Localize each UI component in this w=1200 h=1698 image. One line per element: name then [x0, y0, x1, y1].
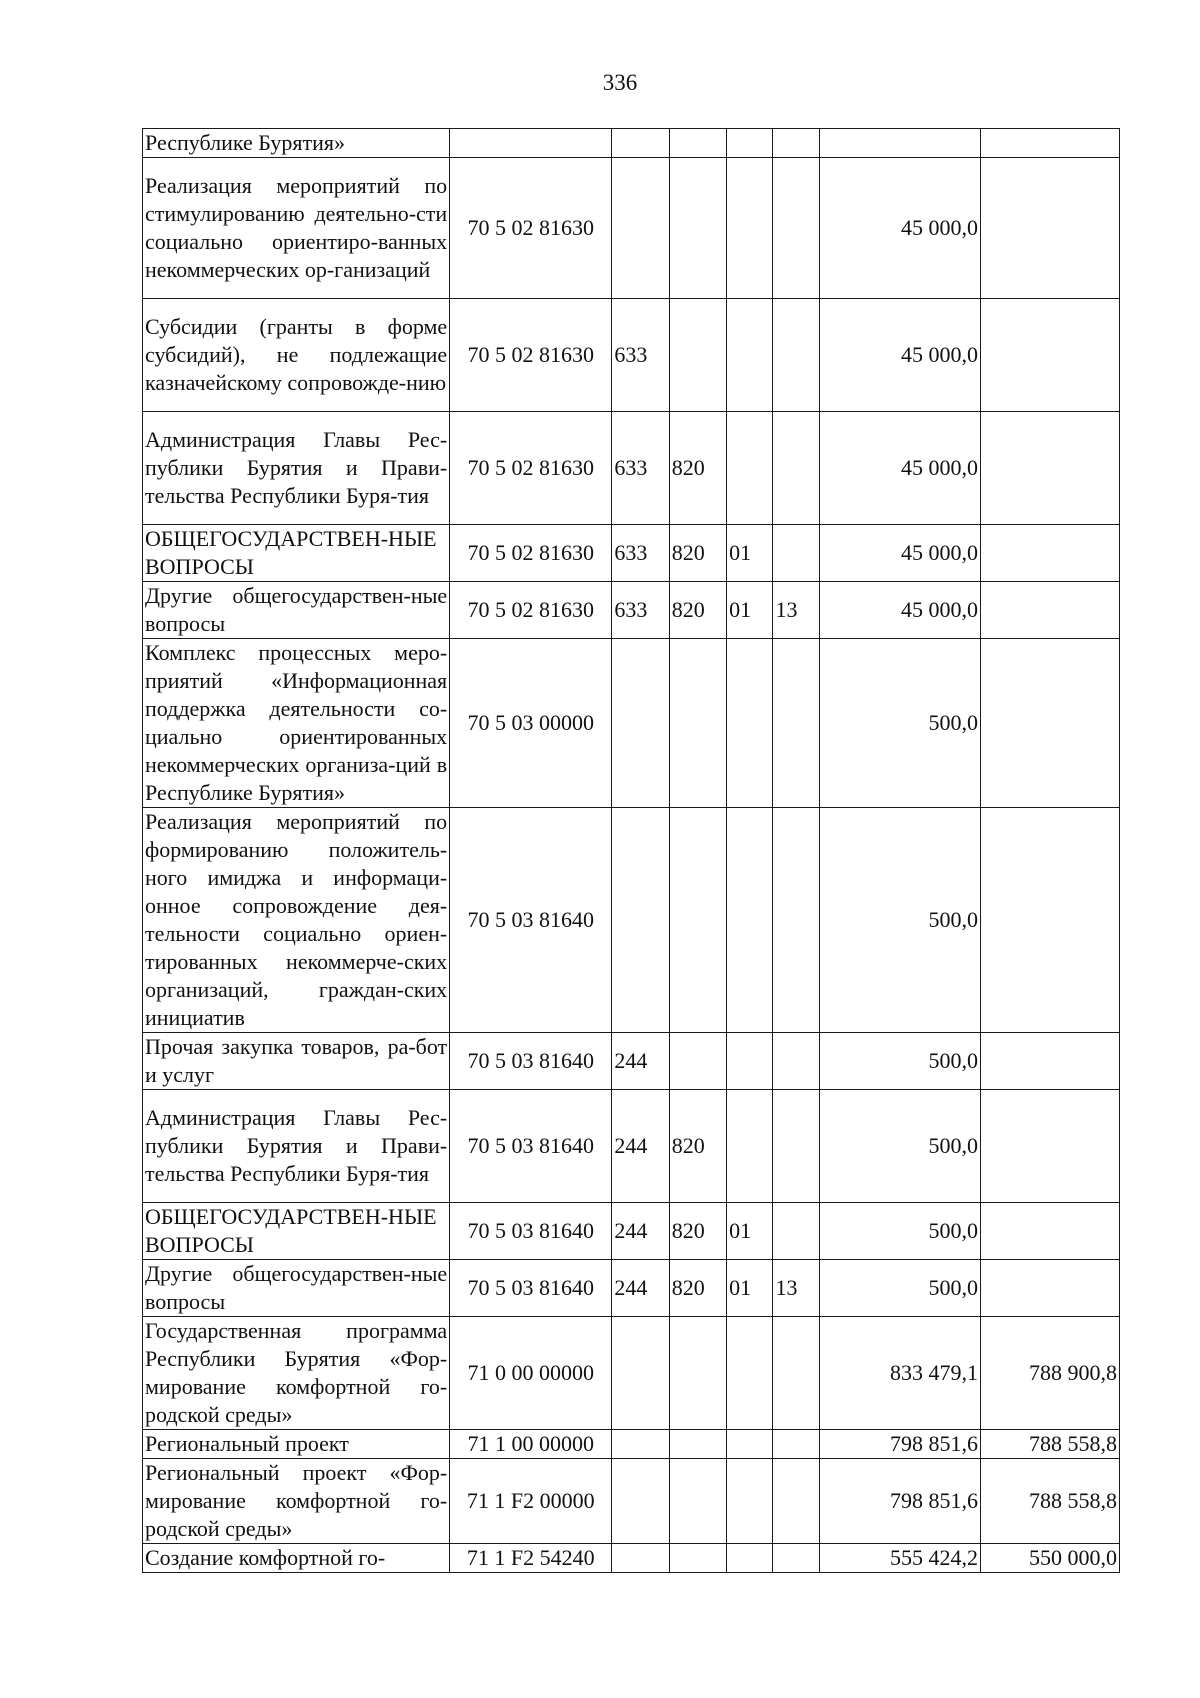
row-name-cell: Региональный проект	[143, 1430, 450, 1459]
subsection-cell: 13	[773, 1260, 819, 1317]
section-cell	[727, 158, 773, 299]
administrator-cell	[669, 808, 726, 1033]
administrator-cell: 820	[669, 525, 726, 582]
amount-year2-cell	[980, 525, 1119, 582]
expense-type-cell: 244	[612, 1033, 669, 1090]
subsection-cell	[773, 299, 819, 412]
target-code-cell: 70 5 02 81630	[450, 412, 612, 525]
section-cell	[727, 1430, 773, 1459]
administrator-cell: 820	[669, 1260, 726, 1317]
row-name-cell: Комплекс процессных меро-приятий «Информационная поддержка деятельности со-циально ориентированных некоммерческих организа-ций в Республике Бурятия»	[143, 639, 450, 808]
expense-type-cell	[612, 129, 669, 158]
amount-year1-cell: 500,0	[819, 1033, 980, 1090]
target-code-cell: 71 1 00 00000	[450, 1430, 612, 1459]
row-name-cell: Реализация мероприятий по стимулированию деятельно-сти социально ориентиро-ванных некоммерческих ор-ганизаций	[143, 158, 450, 299]
target-code-cell: 71 1 F2 54240	[450, 1544, 612, 1573]
administrator-cell	[669, 1317, 726, 1430]
section-cell	[727, 639, 773, 808]
amount-year1-cell: 500,0	[819, 639, 980, 808]
amount-year2-cell	[980, 412, 1119, 525]
row-name-cell: Республике Бурятия»	[143, 129, 450, 158]
expense-type-cell: 244	[612, 1203, 669, 1260]
table-row	[143, 1459, 1120, 1544]
expense-type-cell	[612, 1317, 669, 1430]
amount-year2-cell	[980, 158, 1119, 299]
administrator-cell	[669, 1033, 726, 1090]
target-code-cell: 71 1 F2 00000	[450, 1459, 612, 1544]
target-code-cell: 70 5 02 81630	[450, 299, 612, 412]
subsection-cell	[773, 1459, 819, 1544]
administrator-cell	[669, 299, 726, 412]
administrator-cell	[669, 1459, 726, 1544]
table-row	[143, 639, 1120, 808]
subsection-cell	[773, 129, 819, 158]
expense-type-cell: 244	[612, 1260, 669, 1317]
subsection-cell	[773, 1317, 819, 1430]
section-cell: 01	[727, 525, 773, 582]
table-row	[143, 582, 1120, 639]
section-cell: 01	[727, 582, 773, 639]
section-cell	[727, 808, 773, 1033]
amount-year1-cell: 798 851,6	[819, 1430, 980, 1459]
target-code-cell: 70 5 03 81640	[450, 808, 612, 1033]
amount-year1-cell: 45 000,0	[819, 299, 980, 412]
page-number: 336	[602, 70, 638, 95]
subsection-cell	[773, 808, 819, 1033]
target-code-cell: 71 0 00 00000	[450, 1317, 612, 1430]
amount-year1-cell: 555 424,2	[819, 1544, 980, 1573]
table-row	[143, 1430, 1120, 1459]
amount-year2-cell	[980, 1033, 1119, 1090]
row-name-cell: Государственная программа Республики Бурятия «Фор-мирование комфортной го-родской среды»	[143, 1317, 450, 1430]
row-name-cell: Прочая закупка товаров, ра-бот и услуг	[143, 1033, 450, 1090]
amount-year1-cell: 500,0	[819, 1260, 980, 1317]
target-code-cell: 70 5 03 81640	[450, 1260, 612, 1317]
row-name-cell: Другие общегосударствен-ные вопросы	[143, 582, 450, 639]
target-code-cell: 70 5 02 81630	[450, 158, 612, 299]
section-cell	[727, 299, 773, 412]
budget-table	[142, 128, 1120, 1573]
row-name-cell: Реализация мероприятий по формированию положитель-ного имиджа и информаци-онное сопровождение дея-тельности социально ориен-тированных некоммерче-ских организаций, граждан-ских инициатив	[143, 808, 450, 1033]
amount-year2-cell	[980, 1203, 1119, 1260]
table-row	[143, 299, 1120, 412]
table-row	[143, 525, 1120, 582]
table-row	[143, 808, 1120, 1033]
section-cell	[727, 129, 773, 158]
administrator-cell	[669, 129, 726, 158]
expense-type-cell	[612, 639, 669, 808]
section-cell: 01	[727, 1260, 773, 1317]
table-row	[143, 1203, 1120, 1260]
administrator-cell	[669, 1544, 726, 1573]
subsection-cell	[773, 525, 819, 582]
target-code-cell: 70 5 03 81640	[450, 1090, 612, 1203]
amount-year2-cell	[980, 808, 1119, 1033]
amount-year2-cell	[980, 639, 1119, 808]
subsection-cell	[773, 1430, 819, 1459]
table-row	[143, 1317, 1120, 1430]
row-name-cell: Создание комфортной го-	[143, 1544, 450, 1573]
amount-year1-cell	[819, 129, 980, 158]
amount-year2-cell: 550 000,0	[980, 1544, 1119, 1573]
target-code-cell	[450, 129, 612, 158]
target-code-cell: 70 5 02 81630	[450, 525, 612, 582]
amount-year1-cell: 500,0	[819, 808, 980, 1033]
administrator-cell	[669, 158, 726, 299]
amount-year1-cell: 798 851,6	[819, 1459, 980, 1544]
row-name-cell: ОБЩЕГОСУДАРСТВЕН-НЫЕ ВОПРОСЫ	[143, 1203, 450, 1260]
amount-year1-cell: 500,0	[819, 1203, 980, 1260]
amount-year2-cell	[980, 299, 1119, 412]
subsection-cell	[773, 639, 819, 808]
target-code-cell: 70 5 03 81640	[450, 1203, 612, 1260]
table-row	[143, 1260, 1120, 1317]
table-row	[143, 412, 1120, 525]
amount-year2-cell: 788 558,8	[980, 1430, 1119, 1459]
expense-type-cell: 633	[612, 525, 669, 582]
section-cell	[727, 1090, 773, 1203]
expense-type-cell	[612, 1430, 669, 1459]
expense-type-cell	[612, 158, 669, 299]
section-cell	[727, 1317, 773, 1430]
amount-year1-cell: 45 000,0	[819, 412, 980, 525]
section-cell	[727, 412, 773, 525]
expense-type-cell: 633	[612, 582, 669, 639]
amount-year2-cell	[980, 129, 1119, 158]
row-name-cell: Субсидии (гранты в форме субсидий), не подлежащие казначейскому сопровожде-нию	[143, 299, 450, 412]
administrator-cell	[669, 639, 726, 808]
amount-year1-cell: 45 000,0	[819, 158, 980, 299]
amount-year1-cell: 45 000,0	[819, 525, 980, 582]
expense-type-cell	[612, 1459, 669, 1544]
amount-year2-cell	[980, 1260, 1119, 1317]
table-row	[143, 1033, 1120, 1090]
table-row	[143, 158, 1120, 299]
target-code-cell: 70 5 03 00000	[450, 639, 612, 808]
subsection-cell	[773, 412, 819, 525]
amount-year2-cell: 788 558,8	[980, 1459, 1119, 1544]
subsection-cell	[773, 1203, 819, 1260]
target-code-cell: 70 5 03 81640	[450, 1033, 612, 1090]
expense-type-cell: 633	[612, 412, 669, 525]
administrator-cell: 820	[669, 412, 726, 525]
expense-type-cell	[612, 1544, 669, 1573]
row-name-cell: Региональный проект «Фор-мирование комфортной го-родской среды»	[143, 1459, 450, 1544]
amount-year2-cell	[980, 1090, 1119, 1203]
row-name-cell: Администрация Главы Рес-публики Бурятия и Прави-тельства Республики Буря-тия	[143, 1090, 450, 1203]
subsection-cell	[773, 1544, 819, 1573]
administrator-cell	[669, 1430, 726, 1459]
section-cell	[727, 1459, 773, 1544]
administrator-cell: 820	[669, 582, 726, 639]
expense-type-cell: 244	[612, 1090, 669, 1203]
administrator-cell: 820	[669, 1203, 726, 1260]
amount-year2-cell	[980, 582, 1119, 639]
row-name-cell: Администрация Главы Рес-публики Бурятия и Прави-тельства Республики Буря-тия	[143, 412, 450, 525]
expense-type-cell	[612, 808, 669, 1033]
table-body	[143, 129, 1120, 1573]
subsection-cell	[773, 1090, 819, 1203]
table-row	[143, 129, 1120, 158]
section-cell: 01	[727, 1203, 773, 1260]
section-cell	[727, 1033, 773, 1090]
amount-year1-cell: 833 479,1	[819, 1317, 980, 1430]
amount-year1-cell: 45 000,0	[819, 582, 980, 639]
target-code-cell: 70 5 02 81630	[450, 582, 612, 639]
row-name-cell: ОБЩЕГОСУДАРСТВЕН-НЫЕ ВОПРОСЫ	[143, 525, 450, 582]
expense-type-cell: 633	[612, 299, 669, 412]
subsection-cell	[773, 158, 819, 299]
amount-year2-cell: 788 900,8	[980, 1317, 1119, 1430]
subsection-cell: 13	[773, 582, 819, 639]
administrator-cell: 820	[669, 1090, 726, 1203]
amount-year1-cell: 500,0	[819, 1090, 980, 1203]
section-cell	[727, 1544, 773, 1573]
row-name-cell: Другие общегосударствен-ные вопросы	[143, 1260, 450, 1317]
table-row	[143, 1544, 1120, 1573]
subsection-cell	[773, 1033, 819, 1090]
table-row	[143, 1090, 1120, 1203]
